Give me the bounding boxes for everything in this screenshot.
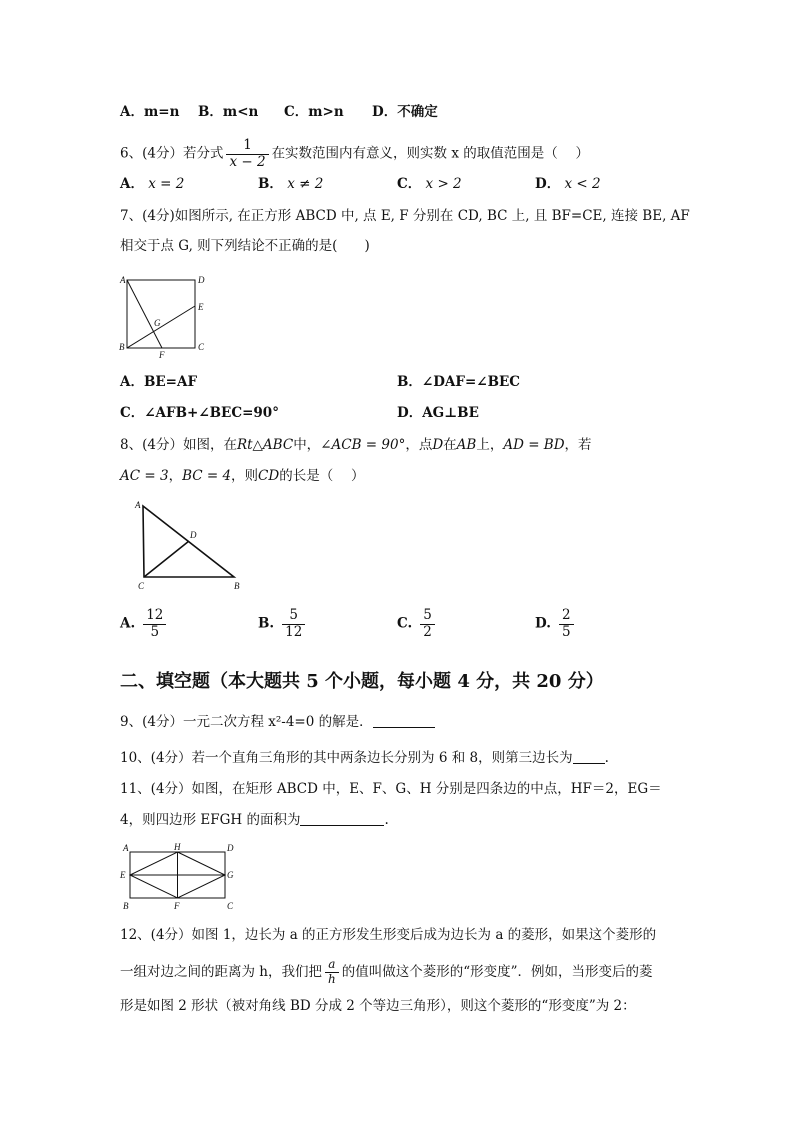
- q6-suffix: 在实数范围内有意义，则实数 x 的取值范围是（ ）: [271, 145, 590, 162]
- section-2-heading: 二、填空题（本大题共 5 个小题，每小题 4 分，共 20 分）: [120, 671, 604, 692]
- q11-line2: 4，则四边形 EFGH 的面积为 .: [120, 812, 389, 828]
- q8-label-a: A: [135, 500, 141, 510]
- q8-label-b: B: [234, 581, 240, 591]
- q11-answer-blank[interactable]: [300, 811, 384, 826]
- q8-line2: AC = 3，BC = 4，则CD的长是（ ）: [120, 468, 365, 484]
- q7-label-f: F: [159, 350, 165, 360]
- q5-option-c: C．m>n: [284, 104, 344, 120]
- q7-line1: 7、(4分)如图所示, 在正方形 ABCD 中, 点 E, F 分别在 CD, BC 上, 且 BF=CE, 连接 BE, AF: [120, 208, 690, 224]
- q7-label-b: B: [119, 342, 125, 352]
- q11-label-d: D: [227, 843, 234, 853]
- q11-label-f: F: [174, 901, 180, 911]
- q6-frac-den: x − 2: [229, 153, 266, 170]
- q7-label-g: G: [154, 318, 161, 328]
- q11-label-a: A: [123, 843, 129, 853]
- q7-option-a: A．BE=AF: [120, 374, 198, 390]
- q8-option-b: B. $\frac{5}{12}$: [258, 608, 308, 640]
- q10-answer-blank[interactable]: [573, 749, 605, 764]
- q6-prefix: 6、(4分）若分式: [120, 145, 224, 162]
- q7-label-a: A: [120, 275, 126, 285]
- q6-stem: [120, 138, 589, 170]
- q8-option-d: D. $\frac{2}{5}$: [535, 608, 577, 640]
- q6-frac-num: 1: [226, 138, 268, 155]
- q8-option-c: C. $\frac{5}{2}$: [397, 608, 438, 640]
- q7-label-c: C: [198, 342, 205, 352]
- q11-rectangle-figure: [117, 838, 243, 912]
- q6-option-d: D． x < 2: [535, 176, 601, 192]
- q5-option-b: B．m<n: [198, 104, 259, 120]
- q11-label-e: E: [120, 870, 126, 880]
- q7-label-e: E: [198, 302, 204, 312]
- q8-label-c: C: [138, 581, 145, 591]
- q9-stem: 9、(4分）一元二次方程 x²-4=0 的解是．: [120, 712, 435, 732]
- q7-label-d: D: [198, 275, 205, 285]
- q11-label-g: G: [227, 870, 234, 880]
- q6-fraction: [226, 138, 268, 170]
- q7-option-d: D．AG⊥BE: [397, 405, 479, 421]
- q8-label-d: D: [190, 530, 197, 540]
- q12-line1: 12、(4分）如图 1，边长为 a 的正方形发生形变后成为边长为 a 的菱形，如果这个菱形的: [120, 927, 657, 943]
- q7-square-figure: [116, 272, 212, 360]
- q11-label-c: C: [227, 901, 234, 911]
- q7-option-c: C．∠AFB+∠BEC=90°: [120, 405, 279, 421]
- q6-option-a: A． x = 2: [120, 176, 185, 192]
- q5-option-a: A．m=n: [120, 104, 180, 120]
- q7-line2: 相交于点 G, 则下列结论不正确的是( ): [120, 238, 370, 254]
- q9-answer-blank[interactable]: [373, 713, 435, 728]
- q10-stem: 10、(4分）若一个直角三角形的其中两条边长分别为 6 和 8，则第三边长为 .: [120, 750, 609, 766]
- q8-triangle-figure: [130, 496, 250, 596]
- q8-line1: 8、(4分）如图，在Rt△ABC中，∠ACB = 90°，点D在AB上，AD = BD，若: [120, 437, 592, 453]
- q5-option-d: D．不确定: [372, 104, 438, 120]
- q12-line3: 形是如图 2 形状（被对角线 BD 分成 2 个等边三角形），则这个菱形的“形变度”为 2：: [120, 998, 636, 1014]
- q12-line2: 一组对边之间的距离为 h，我们把 $\frac{a}{h}$ 的值叫做这个菱形的“形变度”．例如，当形变后的菱: [120, 957, 653, 986]
- q7-option-b: B．∠DAF=∠BEC: [397, 374, 521, 390]
- q8-option-a: A. $\frac{12}{5}$: [120, 608, 169, 640]
- q6-option-c: C． x > 2: [397, 176, 462, 192]
- q11-line1: 11、(4分）如图，在矩形 ABCD 中，E、F、G、H 分别是四条边的中点，HF＝2，EG＝: [120, 781, 662, 797]
- q11-label-b: B: [123, 901, 129, 911]
- q6-option-b: B． x ≠ 2: [258, 176, 324, 192]
- q11-label-h: H: [174, 842, 181, 852]
